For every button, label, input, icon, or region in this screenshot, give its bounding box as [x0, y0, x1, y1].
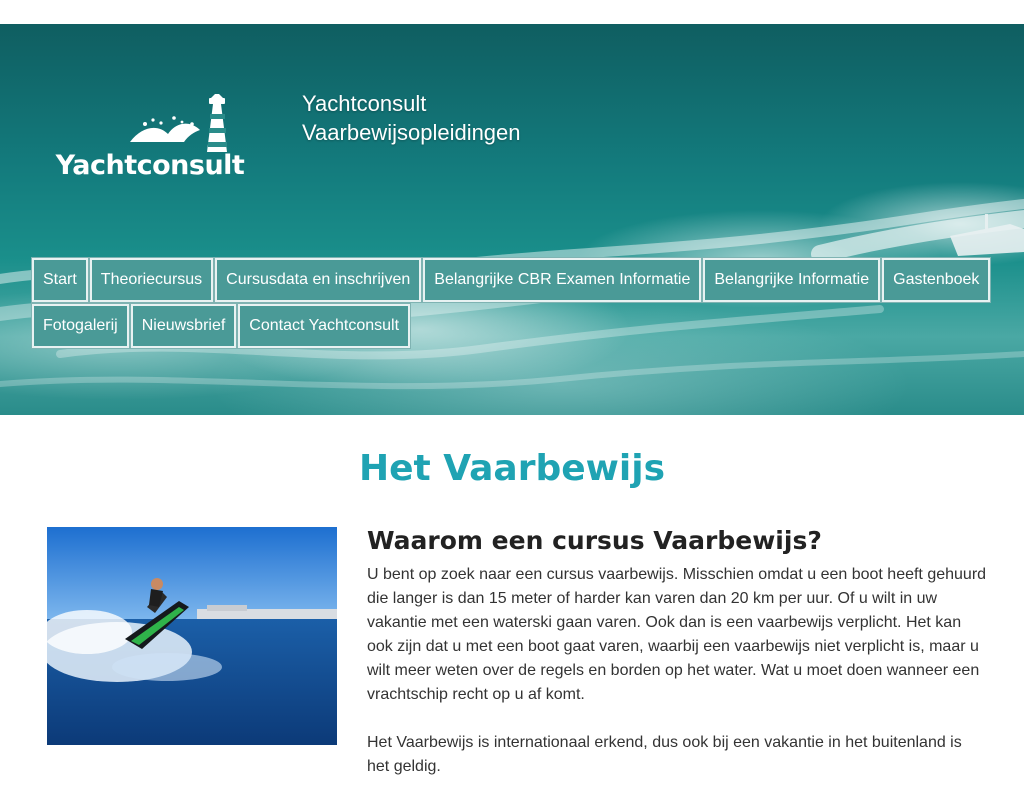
- nav-item-cursusdata[interactable]: Cursusdata en inschrijven: [215, 258, 421, 302]
- section-title: Waarom een cursus Vaarbewijs?: [367, 526, 822, 555]
- site-title: [302, 89, 521, 147]
- site-title-line1: Yachtconsult: [302, 91, 427, 116]
- jetski-image: [47, 527, 337, 745]
- nav-item-belangrijke-informatie[interactable]: Belangrijke Informatie: [703, 258, 880, 302]
- jetski-photo: [47, 527, 337, 745]
- intro-paragraph-2: Het Vaarbewijs is internationaal erkend, dus ook bij een vakantie in het buitenland is het geldig.: [367, 734, 962, 775]
- nav-item-fotogalerij[interactable]: Fotogalerij: [32, 304, 129, 348]
- nav-item-gastenboek[interactable]: Gastenboek: [882, 258, 990, 302]
- nav-row-2: [32, 304, 1002, 348]
- nav-row-1: [32, 258, 1002, 302]
- logo-text: Yachtconsult: [55, 150, 245, 181]
- intro-paragraph-1: U bent op zoek naar een cursus vaarbewijs. Misschien omdat u een boot heeft gehuurd die langer is dan 15 meter of harder kan varen dan 20 km per uur. Of u wilt in uw vakantie met een waterski gaan varen. Ook dan is een vaarbewijs verplicht. Het kan ook zijn dat u met een boot gaat varen, waarbij een vaarbewijs niet verplicht is, maar u wilt meer weten over de regels en borden op het water. Wat u moet doen wanneer een vrachtschip recht op u af komt.: [367, 566, 987, 703]
- hero-banner: [0, 24, 1024, 415]
- site-logo[interactable]: [50, 94, 250, 189]
- main-navigation: [32, 258, 1002, 350]
- nav-item-nieuwsbrief[interactable]: Nieuwsbrief: [131, 304, 237, 348]
- top-bar: [0, 0, 1024, 24]
- intro-section: [367, 526, 987, 803]
- lighthouse-wave-logo-icon: [50, 94, 250, 154]
- nav-item-start[interactable]: Start: [32, 258, 88, 302]
- site-title-line2: Vaarbewijsopleidingen: [302, 120, 521, 145]
- nav-item-cbr-examen-informatie[interactable]: Belangrijke CBR Examen Informatie: [423, 258, 701, 302]
- nav-item-theoriecursus[interactable]: Theoriecursus: [90, 258, 213, 302]
- page-heading: Het Vaarbewijs: [358, 448, 666, 489]
- sea-background: [0, 24, 1024, 415]
- nav-item-contact[interactable]: Contact Yachtconsult: [238, 304, 410, 348]
